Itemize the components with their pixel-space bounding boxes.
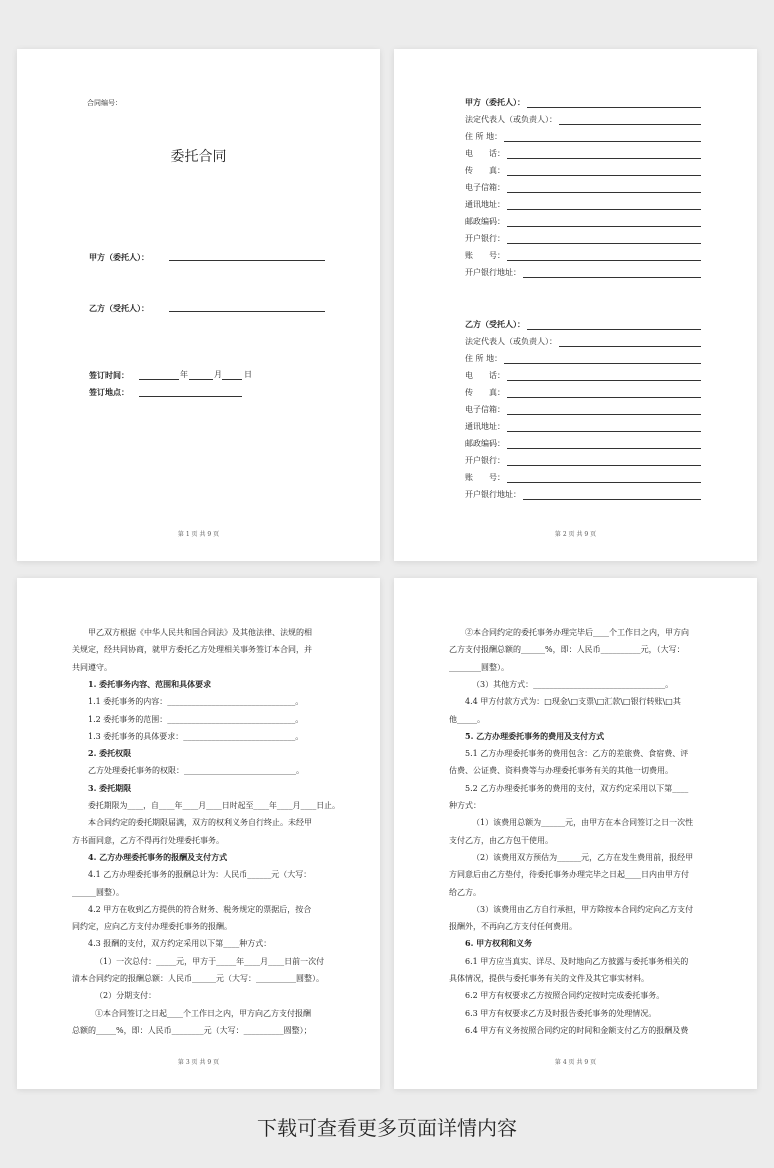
contract-text-line: （1）该费用总额为______元，由甲方在本合同签订之日一次性 xyxy=(472,818,694,828)
contract-text-line: ②本合同约定的委托事务办理完毕后____个工作日之内，甲方向 xyxy=(465,628,689,637)
contract-text-line: ________圆整）。 xyxy=(449,662,509,672)
contract-text-line: 6. 甲方权利和义务 xyxy=(465,938,533,949)
form-field-row xyxy=(465,489,701,500)
contract-text-line: （2）该费用双方预估为______元，乙方在发生费用前，报经甲 xyxy=(472,852,694,862)
form-field-row xyxy=(465,233,701,244)
form-field-line xyxy=(559,339,701,347)
sign-month-line xyxy=(189,379,213,380)
form-field-label: 邮政编码： xyxy=(465,217,505,226)
contract-text-line: 同约定，应向乙方支付办理委托事务的报酬。 xyxy=(72,922,232,932)
contract-text-line: ______圆整）。 xyxy=(72,887,124,897)
form-field-label: 通讯地址： xyxy=(465,200,505,209)
form-field-line xyxy=(507,407,701,415)
contract-text-line: 本合同约定的委托期限届满，双方的权利义务自行终止。未经甲 xyxy=(88,818,312,828)
form-field-row xyxy=(465,472,701,483)
form-field-line xyxy=(507,202,701,210)
sign-day-line xyxy=(222,379,242,380)
form-field-row xyxy=(465,438,701,449)
document-title: 委托合同 xyxy=(170,149,227,165)
contract-text-line: 5. 乙方办理委托事务的费用及支付方式 xyxy=(465,730,605,741)
contract-text-line: 6.2 甲方有权要求乙方按照合同约定按时完成委托事务。 xyxy=(465,991,665,1001)
contract-text-line: 方书面同意，乙方不得再行处理委托事务。 xyxy=(72,835,224,845)
contract-text-line: （2）分期支付： xyxy=(95,991,157,1001)
contract-text-line: 1.1 委托事务的内容：________________________________。 xyxy=(88,697,304,707)
contract-text-line: 估费、公证费、资料费等与办理委托事务有关的其他一切费用。 xyxy=(449,766,673,776)
contract-text-line: 关规定，经共同协商，就甲方委托乙方处理相关事务签订本合同，并 xyxy=(72,645,312,655)
form-field-line xyxy=(507,168,701,176)
contract-text-line: 6.4 甲方有义务按照合同约定的时间和金额支付乙方的报酬及费 xyxy=(465,1025,689,1035)
form-field-line xyxy=(507,253,701,261)
form-field-row xyxy=(465,216,701,227)
contract-text-line: 他_____。 xyxy=(449,714,485,724)
form-field-label: 法定代表人（或负责人）： xyxy=(465,337,557,346)
sign-place-label: 签订地点： xyxy=(89,387,129,397)
form-field-row xyxy=(465,114,701,125)
form-field-label: 开户银行地址： xyxy=(465,268,521,277)
contract-text-line: 3. 委托期限 xyxy=(88,782,132,793)
contract-text-line: 4. 乙方办理委托事务的报酬及支付方式 xyxy=(88,851,228,862)
form-field-line xyxy=(523,270,701,278)
form-field-row xyxy=(465,165,701,176)
contract-text-line: （3）其他方式：_________________________________。 xyxy=(472,679,674,689)
form-field-label: 传 真： xyxy=(465,388,505,397)
party-a-line xyxy=(169,260,325,261)
form-field-label: 电子信箱： xyxy=(465,405,505,414)
page-3 xyxy=(17,578,380,1089)
page-1 xyxy=(17,49,380,561)
contract-text-line: 1.2 委托事务的范围：________________________________。 xyxy=(88,714,304,724)
contract-text-line: 总额的_____%，即：人民币________元（大写：__________圆整）； xyxy=(72,1025,312,1035)
form-field-line xyxy=(559,117,701,125)
contract-text-line: 5.1 乙方办理委托事务的费用包含：乙方的差旅费、食宿费、评 xyxy=(465,749,689,759)
form-field-label: 开户银行地址： xyxy=(465,490,521,499)
form-field-row xyxy=(465,199,701,210)
contract-text-line: ①本合同签订之日起____个工作日之内，甲方向乙方支付报酬 xyxy=(95,1008,311,1018)
form-field-label: 甲方（委托人）： xyxy=(465,97,525,107)
form-field-row xyxy=(465,148,701,159)
month-label: 月 xyxy=(214,370,222,379)
form-field-row xyxy=(465,404,701,415)
form-field-row xyxy=(465,250,701,261)
form-field-label: 通讯地址： xyxy=(465,422,505,431)
contract-text-line: （3）该费用由乙方自行承担，甲方除按本合同约定向乙方支付 xyxy=(472,904,694,914)
contract-text-line: 具体情况，提供与委托事务有关的文件及其它事实材料。 xyxy=(449,974,649,983)
form-field-label: 法定代表人（或负责人）： xyxy=(465,115,557,124)
contract-text-line: 6.1 甲方应当真实、详尽、及时地向乙方披露与委托事务相关的 xyxy=(465,956,689,966)
form-field-line xyxy=(507,185,701,193)
contract-text-line: 2. 委托权限 xyxy=(88,748,132,759)
day-label: 日 xyxy=(244,370,252,379)
contract-text-line: 方同意后由乙方垫付，待委托事务办理完毕之日起____日内由甲方付 xyxy=(449,870,689,880)
form-field-row xyxy=(465,319,701,330)
contract-text-line: 报酬外，不再向乙方支付任何费用。 xyxy=(449,922,577,932)
contract-text-line: 甲乙双方根据《中华人民共和国合同法》及其他法律、法规的相 xyxy=(88,628,312,637)
form-field-line xyxy=(504,134,701,142)
party-b-label: 乙方（受托人）： xyxy=(89,303,149,313)
page-footer: 第 2 页 共 9 页 xyxy=(554,531,597,538)
sign-year-line xyxy=(139,379,179,380)
contract-text-line: 乙方支付报酬总额的______%，即：人民币__________元，（大写： xyxy=(449,645,685,655)
page-footer: 第 4 页 共 9 页 xyxy=(554,1059,597,1066)
page-2 xyxy=(394,49,757,561)
contract-text-line: 委托期限为____，自____年____月____日时起至____年____月____日止。 xyxy=(88,801,340,810)
form-field-label: 电 话： xyxy=(465,371,505,380)
form-field-row xyxy=(465,421,701,432)
page-4 xyxy=(394,578,757,1089)
form-field-line xyxy=(507,424,701,432)
contract-text-line: 给乙方。 xyxy=(449,887,481,897)
form-field-row xyxy=(465,267,701,278)
contract-text-line: 6.3 甲方有权要求乙方及时报告委托事务的处理情况。 xyxy=(465,1008,657,1018)
form-field-line xyxy=(507,441,701,449)
contract-number-label: 合同编号： xyxy=(87,99,122,107)
form-field-label: 传 真： xyxy=(465,166,505,175)
watermark xyxy=(98,472,115,497)
form-field-label: 邮政编码： xyxy=(465,439,505,448)
form-field-line xyxy=(507,475,701,483)
contract-text-line: 种方式： xyxy=(449,801,481,810)
sign-place-line xyxy=(139,396,242,397)
form-field-line xyxy=(507,373,701,381)
contract-text-line: 4.4 甲方付款方式为：□现金\□支票\□汇款\□银行转账\□其 xyxy=(465,697,681,707)
form-field-row xyxy=(465,336,701,347)
contract-text-line: 清本合同约定的报酬总额：人民币______元（大写：__________圆整）。 xyxy=(72,974,324,983)
form-field-row xyxy=(465,182,701,193)
contract-text-line: 支付乙方，由乙方包干使用。 xyxy=(449,835,553,845)
contract-text-line: （1）一次总付：_____元，甲方于_____年____月____日前一次付 xyxy=(95,956,325,966)
form-field-line xyxy=(527,322,701,330)
contract-text-line: 1. 委托事务内容、范围和具体要求 xyxy=(88,678,212,689)
form-field-label: 乙方（受托人）： xyxy=(465,319,525,329)
contract-text-line: 乙方处理委托事务的权限：____________________________。 xyxy=(88,766,304,776)
form-field-row xyxy=(465,353,701,364)
form-field-line xyxy=(507,390,701,398)
form-field-label: 住 所 地： xyxy=(465,132,503,141)
sign-time-label: 签订时间： xyxy=(89,370,129,380)
form-field-row xyxy=(465,97,701,108)
form-field-line xyxy=(527,100,701,108)
form-field-row xyxy=(465,370,701,381)
page-footer: 第 3 页 共 9 页 xyxy=(177,1059,220,1066)
form-field-label: 开户银行： xyxy=(465,456,505,465)
form-field-row xyxy=(465,455,701,466)
year-label: 年 xyxy=(180,370,188,379)
form-field-label: 账 号： xyxy=(465,473,505,482)
form-field-line xyxy=(507,236,701,244)
contract-text-line: 4.1 乙方办理委托事务的报酬总计为：人民币______元（大写： xyxy=(88,870,312,880)
form-field-row xyxy=(465,387,701,398)
form-field-line xyxy=(504,356,701,364)
contract-text-line: 4.3 报酬的支付，双方约定采用以下第____种方式： xyxy=(88,939,272,949)
form-field-line xyxy=(507,458,701,466)
contract-text-line: 5.2 乙方办理委托事务的费用的支付，双方约定采用以下第____ xyxy=(465,783,689,793)
form-field-label: 住 所 地： xyxy=(465,354,503,363)
contract-text-line: 1.3 委托事务的具体要求：____________________________。 xyxy=(88,731,304,741)
party-b-line xyxy=(169,311,325,312)
contract-text-line: 共同遵守。 xyxy=(72,662,112,672)
download-caption: 下载可查看更多页面详情内容 xyxy=(257,1116,517,1140)
form-field-label: 开户银行： xyxy=(465,234,505,243)
form-field-line xyxy=(523,492,701,500)
form-field-label: 电子信箱： xyxy=(465,183,505,192)
form-field-label: 账 号： xyxy=(465,251,505,260)
page-footer: 第 1 页 共 9 页 xyxy=(177,531,220,538)
form-field-row xyxy=(465,131,701,142)
party-a-label: 甲方（委托人）： xyxy=(89,252,149,262)
form-field-line xyxy=(507,219,701,227)
contract-text-line: 4.2 甲方在收到乙方提供的符合财务、税务规定的票据后，按合 xyxy=(88,904,312,914)
form-field-label: 电 话： xyxy=(465,149,505,158)
form-field-line xyxy=(507,151,701,159)
